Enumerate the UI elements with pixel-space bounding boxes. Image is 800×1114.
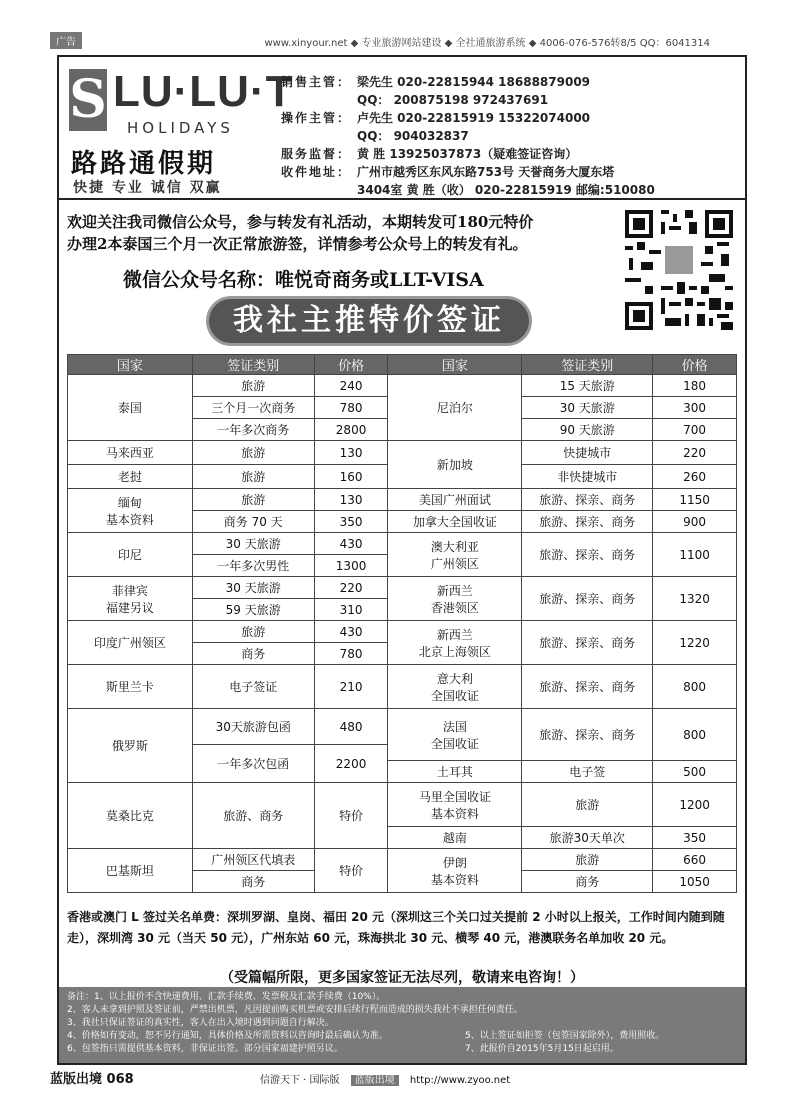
table-row: 老挝 旅游 160 非快捷城市 260 [68, 465, 737, 489]
wechat-name: 微信公众号名称：唯悦奇商务或LLT-VISA [123, 269, 484, 291]
promo-section [59, 205, 745, 375]
table-row: 莫桑比克 旅游、商务 特价 马里全国收证 基本资料 旅游 1200 [68, 783, 737, 827]
country-cell: 泰国 [68, 375, 193, 441]
contact-row: 销售主管： 梁先生 020-22815944 18688879009 [281, 75, 591, 89]
table-row: 一年多次包函 2200 [68, 745, 737, 761]
contact-row: QQ： 904032837 [357, 129, 469, 143]
table-row: 巴基斯坦 广州领区代填表 特价 伊朗 基本资料 旅游 660 [68, 849, 737, 871]
table-row: 59 天旅游 310 [68, 599, 737, 621]
promo-line-2: 办理2本泰国三个月一次正常旅游签，详情参考公众号上的转发有礼。 [67, 235, 528, 253]
table-row: 一年多次商务 2800 90 天旅游 700 [68, 419, 737, 441]
country-cell: 加拿大全国收证 [388, 511, 522, 533]
contact-row: 服务监督： 黄 胜 13925037873（疑难签证咨询） [281, 147, 578, 161]
country-cell: 俄罗斯 [68, 709, 193, 783]
table-row: 三个月一次商务 780 30 天旅游 300 [68, 397, 737, 419]
table-header-row [68, 355, 737, 375]
contact-row: QQ： 200875198 972437691 [357, 93, 549, 107]
contact-block [281, 73, 655, 199]
table-row: 缅甸 基本资料 旅游 130 美国广州面试 旅游、探亲、商务 1150 [68, 489, 737, 511]
table-row: 马来西亚 旅游 130 新加坡 快捷城市 220 [68, 441, 737, 465]
country-cell: 美国广州面试 [388, 489, 522, 511]
logo [69, 67, 294, 199]
header [59, 57, 745, 200]
table-row: 商务 70 天 350 加拿大全国收证 旅游、探亲、商务 900 [68, 511, 737, 533]
site-info: www.xinyour.net ◆ 专业旅游网站建设 ◆ 全社通旅游系统 ◆ 4006-076-576转8/5 QQ：6041314 [264, 38, 710, 49]
remarks [59, 987, 745, 1063]
qr-code-icon[interactable] [625, 209, 733, 331]
col-header: 国家 [68, 355, 193, 375]
table-row: 俄罗斯 30天旅游包函 480 法国 全国收证 旅游、探亲、商务 800 [68, 709, 737, 745]
top-bar [50, 32, 750, 50]
logo-brand: LU·LU·T [113, 67, 294, 116]
ad-frame [57, 55, 747, 1065]
country-cell: 莫桑比克 [68, 783, 193, 849]
remark-line: 2、客人未拿到护照及签证前，严禁出机票，凡因提前购买机票或安排后续行程而造成的损失我社不承担任何责任。 [67, 1005, 523, 1015]
country-cell: 意大利 全国收证 [388, 665, 522, 709]
country-cell: 澳大利亚 广州领区 [388, 533, 522, 577]
hk-macau-note: 香港或澳门 L 签过关名单费：深圳罗湖、皇岗、福田 20 元（深圳这三个关口过关提前 2 小时以上报关，工作时间内随到随走），深圳湾 30 元（当天 50 元），广州东站 60 元，珠海拱北 30 元、横琴 40 元，港澳联务名单加收 20 元。 [67, 910, 725, 945]
col-header: 价格 [314, 355, 388, 375]
table-row: 土耳其 电子签 500 [68, 761, 737, 783]
page-number: 蓝版出境 068 [50, 1072, 134, 1087]
contact-row: 收件地址： 广州市越秀区东风东路753号 天誉商务大厦东塔 [281, 165, 615, 179]
table-row: 印度广州领区 旅游 430 新西兰 北京上海领区 旅游、探亲、商务 1220 [68, 621, 737, 643]
table-row: 斯里兰卡 电子签证 210 意大利 全国收证 旅游、探亲、商务 800 [68, 665, 737, 709]
footer-info: 信游天下 · 国际版 蓝版出境 http://www.zyoo.net [260, 1075, 511, 1086]
country-cell: 菲律宾 福建另议 [68, 577, 193, 621]
country-cell: 新西兰 香港领区 [388, 577, 522, 621]
company-name: 路路通假期 [71, 149, 217, 179]
table-row: 菲律宾 福建另议 30 天旅游 220 新西兰 香港领区 旅游、探亲、商务 1320 [68, 577, 737, 599]
ad-tag: 广告 [50, 32, 82, 49]
table-row: 印尼 30 天旅游 430 澳大利亚 广州领区 旅游、探亲、商务 1100 [68, 533, 737, 555]
col-header: 价格 [653, 355, 737, 375]
country-cell: 土耳其 [388, 761, 522, 783]
country-cell: 缅甸 基本资料 [68, 489, 193, 533]
table-row: 商务 商务 1050 [68, 871, 737, 893]
remark-line: 备注：1、以上报价不含快递费用、汇款手续费、发票税及汇款手续费（10%）。 [67, 992, 386, 1002]
country-cell: 斯里兰卡 [68, 665, 193, 709]
country-cell: 巴基斯坦 [68, 849, 193, 893]
country-cell: 伊朗 基本资料 [388, 849, 522, 893]
visa-price-table [67, 354, 737, 893]
country-cell: 马来西亚 [68, 441, 193, 465]
country-cell: 印尼 [68, 533, 193, 577]
table-row: 越南 旅游30天单次 350 [68, 827, 737, 849]
promo-line-1: 欢迎关注我司微信公众号，参与转发有礼活动，本期转发可180元特价 [67, 213, 534, 231]
col-header: 国家 [388, 355, 522, 375]
table-row: 商务 780 [68, 643, 737, 665]
footer [50, 1068, 750, 1088]
footer-tag: 蓝版出境 [351, 1075, 399, 1086]
contact-row: 操作主管： 卢先生 020-22815919 15322074000 [281, 111, 591, 125]
country-cell: 新西兰 北京上海领区 [388, 621, 522, 665]
country-cell: 越南 [388, 827, 522, 849]
country-cell: 印度广州领区 [68, 621, 193, 665]
country-cell: 老挝 [68, 465, 193, 489]
slogan: 快捷 专业 诚信 双赢 [73, 180, 222, 196]
country-cell: 尼泊尔 [388, 375, 522, 441]
main-banner: 我社主推特价签证 [209, 299, 529, 343]
logo-holidays: HOLIDAYS [127, 119, 234, 137]
contact-row: 3404室 黄 胜（收） 020-22815919 邮编:510080 [357, 183, 655, 197]
remark-line: 3、我社只保证签证的真实性，客人在出入境时遇到问题自行解决。 [67, 1018, 334, 1028]
country-cell: 新加坡 [388, 441, 522, 489]
remark-line: 4、价格如有变动，恕不另行通知，具体价格及所需资料以咨询时最后确认为准。 5、以上签证如拒签（包签国家除外），费用照收。 [67, 1031, 665, 1041]
col-header: 签证类别 [522, 355, 653, 375]
country-cell: 法国 全国收证 [388, 709, 522, 761]
table-row: 一年多次男性 1300 [68, 555, 737, 577]
more-countries-note: （受篇幅所限，更多国家签证无法尽列，敬请来电咨询！） [220, 970, 584, 986]
footer-url[interactable]: http://www.zyoo.net [409, 1075, 511, 1086]
table-row: 泰国 旅游 240 尼泊尔 15 天旅游 180 [68, 375, 737, 397]
remark-line: 6、包签指只需提供基本资料，非保证出签。部分国家福建护照另议。 7、此报价自2015年5月15日起启用。 [67, 1044, 619, 1054]
col-header: 签证类别 [192, 355, 314, 375]
country-cell: 马里全国收证 基本资料 [388, 783, 522, 827]
logo-mark-icon: S [69, 69, 107, 130]
